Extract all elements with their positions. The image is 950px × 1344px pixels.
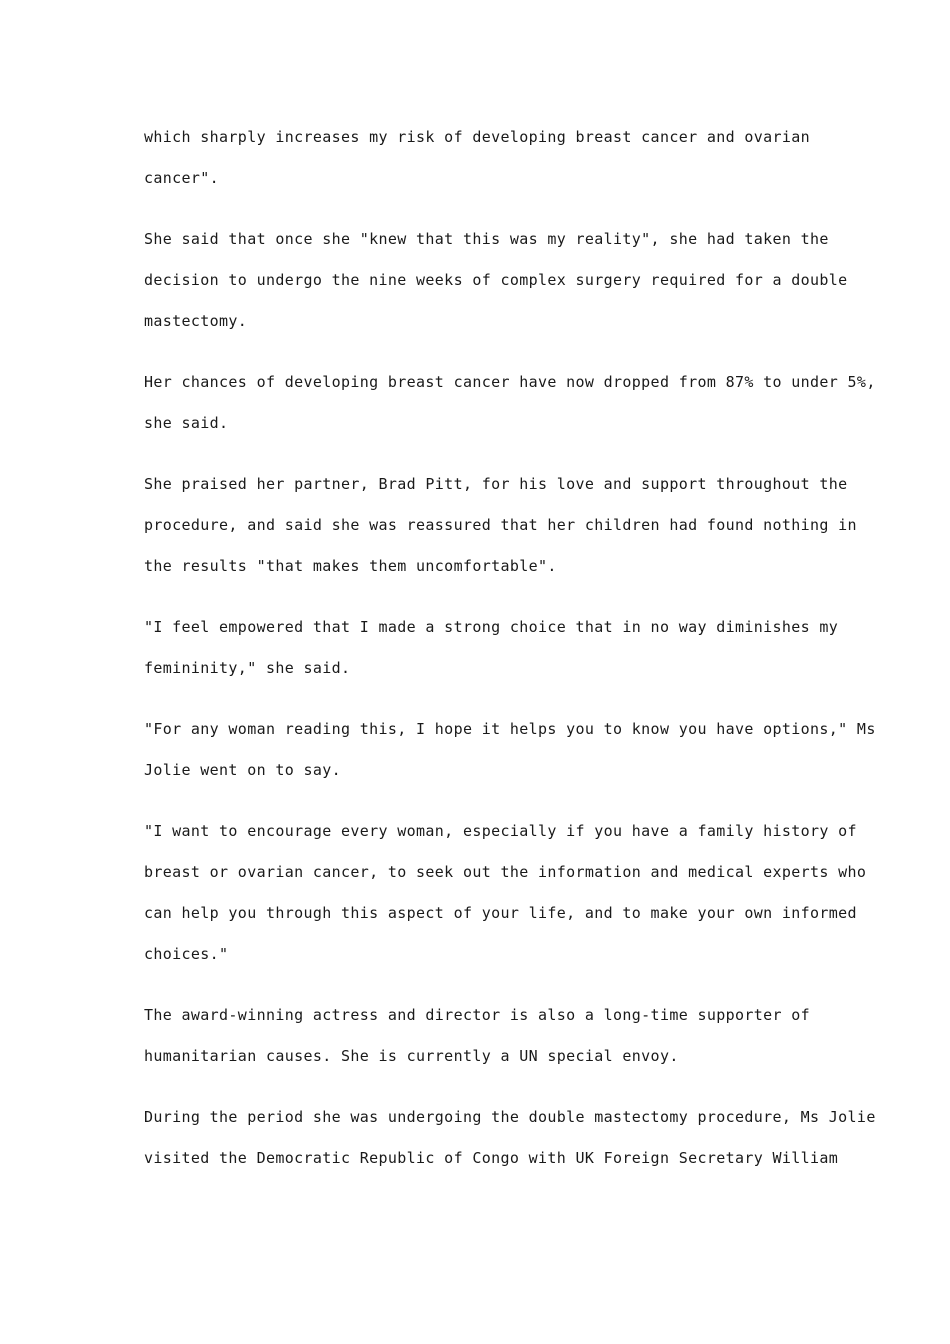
paragraph-line: breast or ovarian cancer, to seek out the information and medical experts who <box>144 863 867 881</box>
paragraph-line: "For any woman reading this, I hope it helps you to know you have options," Ms <box>144 720 876 738</box>
paragraph-line: mastectomy. <box>144 312 248 330</box>
paragraph-line: choices." <box>144 945 229 963</box>
paragraph-line: procedure, and said she was reassured that her children had found nothing in <box>144 516 857 534</box>
paragraph-line: the results "that makes them uncomfortable". <box>144 557 557 575</box>
paragraph-line: humanitarian causes. She is currently a UN special envoy. <box>144 1047 679 1065</box>
paragraph-line: She said that once she "knew that this was my reality", she had taken the <box>144 230 829 248</box>
paragraph-line: cancer". <box>144 169 220 187</box>
paragraph-line: "I feel empowered that I made a strong choice that in no way diminishes my <box>144 618 839 636</box>
paragraph-line: She praised her partner, Brad Pitt, for his love and support throughout the <box>144 475 848 493</box>
paragraph-line: she said. <box>144 414 229 432</box>
paragraph-line: can help you through this aspect of your life, and to make your own informed <box>144 904 857 922</box>
paragraph-line: visited the Democratic Republic of Congo with UK Foreign Secretary William <box>144 1149 839 1167</box>
paragraph-line: Jolie went on to say. <box>144 761 341 779</box>
paragraph-line: Her chances of developing breast cancer have now dropped from 87% to under 5%, <box>144 373 876 391</box>
paragraph-line: "I want to encourage every woman, especially if you have a family history of <box>144 822 857 840</box>
paragraph-line: The award-winning actress and director is also a long-time supporter of <box>144 1006 811 1024</box>
paragraph-line: which sharply increases my risk of developing breast cancer and ovarian <box>144 128 811 146</box>
paragraph-line: During the period she was undergoing the double mastectomy procedure, Ms Jolie <box>144 1108 876 1126</box>
paragraph-line: decision to undergo the nine weeks of complex surgery required for a double <box>144 271 848 289</box>
paragraph-line: femininity," she said. <box>144 659 351 677</box>
